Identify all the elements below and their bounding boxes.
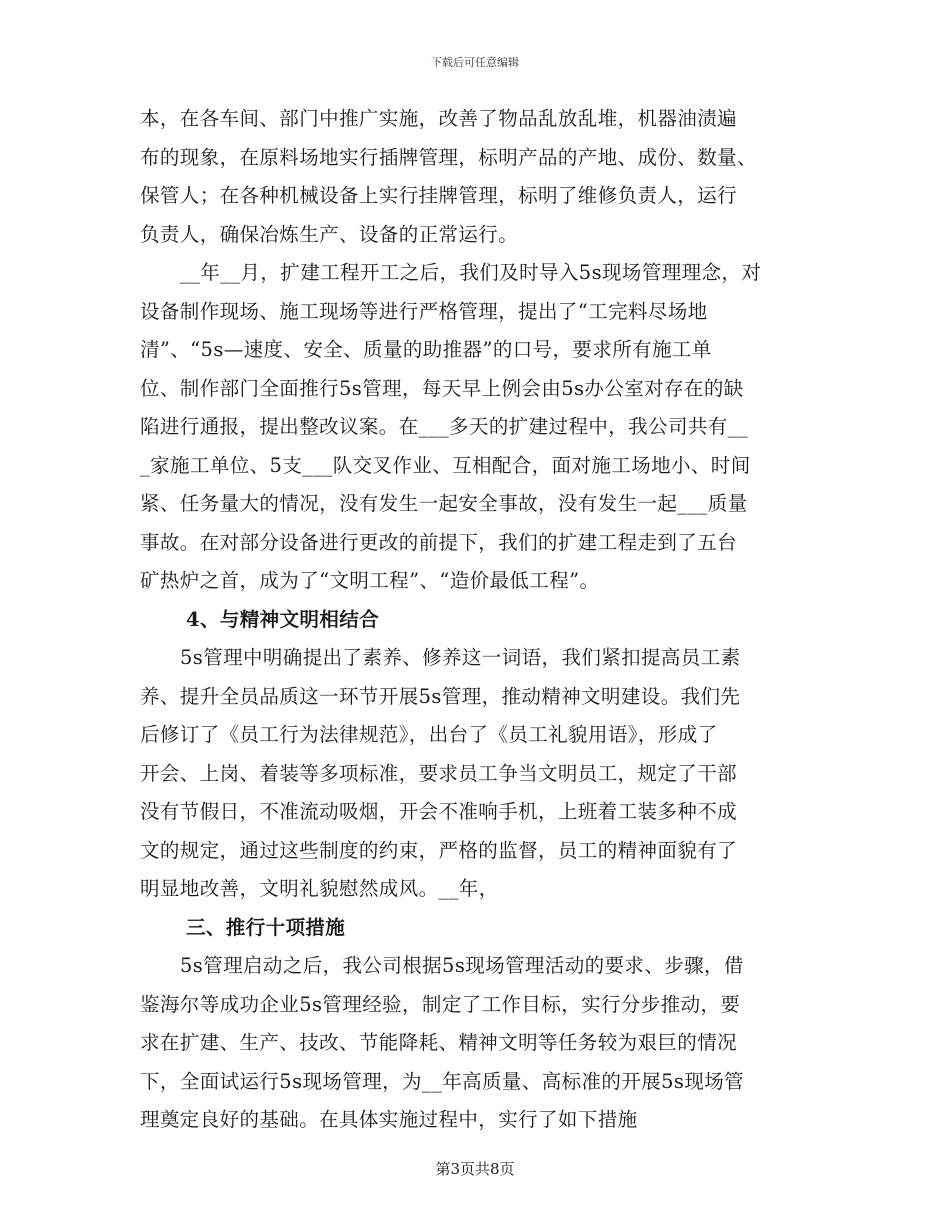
text-line: 鉴海尔等成功企业5s管理经验，制定了工作目标，实行分步推动，要 [140,992,741,1016]
text-line: 保管人；在各种机械设备上实行挂牌管理，标明了维修负责人，运行 [140,184,738,207]
text-line: 开会、上岗、着装等多项标准，要求员工争当文明员工，规定了干部 [140,761,738,785]
text-line: __年__月，扩建工程开工之后，我们及时导入5s现场管理理念，对 [180,261,762,284]
text-line: 设备制作现场、施工现场等进行严格管理，提出了“工完料尽场地 [140,299,708,323]
text-line: 明显地改善，文明礼貌慰然成风。__年， [140,877,499,900]
text-line: 陷进行通报，提出整改议案。在___多天的扩建过程中，我公司共有__ [140,415,748,438]
text-line: 养、提升全员品质这一环节开展5s管理，推动精神文明建设。我们先 [140,684,741,708]
text-line: 下，全面试运行5s现场管理，为__年高质量、高标准的开展5s现场管 [140,1069,745,1093]
text-line: 清”、“5s—速度、安全、质量的助推器”的口号，要求所有施工单 [140,338,712,361]
text-line: 5s管理启动之后，我公司根据5s现场管理活动的要求、步骤，借 [180,954,744,977]
text-line: _家施工单位、5支___队交叉作业、互相配合，面对施工场地小、时间 [140,453,751,477]
text-line: 负责人，确保冶炼生产、设备的正常运行。 [140,222,519,246]
section-heading: 4、与精神文明相结合 [186,607,380,631]
paragraph-continued [140,100,800,254]
paragraph-spiritual-civilization [140,639,800,909]
text-line: 事故。在对部分设备进行更改的前提下，我们的扩建工程走到了五台 [140,530,738,554]
section-heading: 三、推行十项措施 [186,915,346,939]
document-body [140,100,800,1140]
text-line: 没有节假日，不准流动吸烟，开会不准响手机，上班着工装多种不成 [140,800,738,823]
text-line: 本，在各车间、部门中推广实施，改善了物品乱放乱堆，机器油渍遍 [140,107,738,130]
text-line: 位、制作部门全面推行5s管理，每天早上例会由5s办公室对存在的缺 [140,376,744,400]
page-header: 下载后可任意编辑 [431,56,519,69]
text-line: 5s管理中明确提出了素养、修养这一词语，我们紧扣提高员工素 [180,646,741,669]
paragraph-ten-measures [140,947,800,1140]
text-line: 理奠定良好的基础。在具体实施过程中，实行了如下措施 [140,1108,638,1131]
text-line: 文的规定，通过这些制度的约束，严格的监督，员工的精神面貌有了 [140,838,738,862]
paragraph-expansion-project [140,254,800,601]
text-line: 矿热炉之首，成为了“文明工程”、“造价最低工程”。 [140,569,600,592]
text-line: 紧、任务量大的情况，没有发生一起安全事故，没有发生一起___质量 [140,492,748,515]
text-line: 后修订了《员工行为法律规范》，出台了《员工礼貌用语》，形成了 [140,723,718,746]
page-number: 第3页共8页 [435,1160,515,1178]
text-line: 求在扩建、生产、技改、节能降耗、精神文明等任务较为艰巨的情况 [140,1031,738,1054]
text-line: 布的现象，在原料场地实行插牌管理，标明产品的产地、成份、数量、 [140,145,757,169]
